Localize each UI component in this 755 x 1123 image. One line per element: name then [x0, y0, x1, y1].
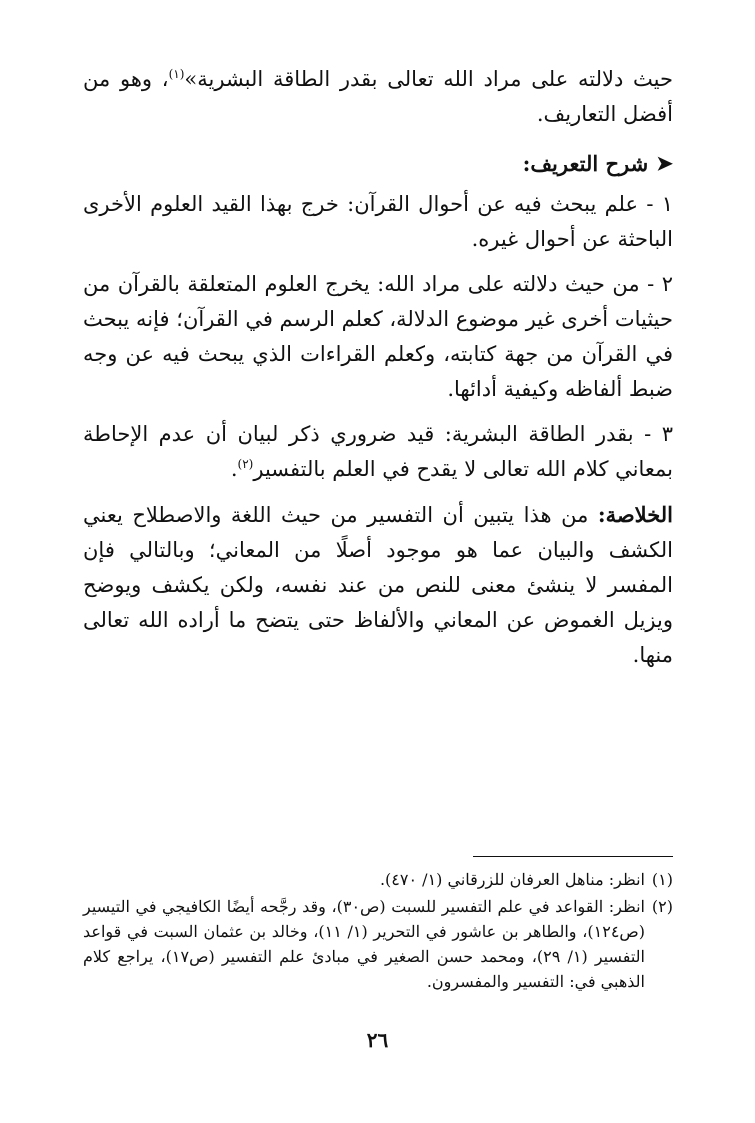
footnote-2-text: انظر: القواعد في علم التفسير للسبت (ص٣٠)، وقد رجَّحه أيضًا الكافيجي في التيسير (ص١٢٤)، والطاهر بن عاشور في التحرير (١/ ١١)، وخالد بن عثمان السبت في قواعد التفسير (١/ ٢٩)، ومحمد حسن الصغير في مبادئ علم التفسير (ص١٧)، يراجع كلام الذهبي في: التفسير والمفسرون. — [83, 897, 646, 991]
page-body — [83, 62, 673, 683]
point-1-text: خرج بهذا القيد العلوم الأخرى الباحثة عن أحوال غيره. — [83, 192, 673, 251]
point-2-label: ٢ - من حيث دلالته على مراد الله: — [377, 272, 673, 296]
point-3-label: ٣ - بقدر الطاقة البشرية: — [444, 422, 673, 446]
intro-after: ، وهو من أفضل التعاريف. — [83, 67, 673, 126]
intro-paragraph — [83, 62, 673, 132]
section-heading-text: شرح التعريف: — [522, 151, 649, 176]
point-3 — [83, 417, 673, 487]
point-2 — [83, 267, 673, 407]
page-number: ٢٦ — [366, 1028, 389, 1052]
footnote-2-number: (٢) — [651, 897, 673, 916]
point-1-label: ١ - علم يبحث فيه عن أحوال القرآن: — [347, 192, 673, 216]
footnote-ref-2[interactable]: (٢) — [237, 457, 254, 471]
footnote-1-text: انظر: مناهل العرفان للزرقاني (١/ ٤٧٠). — [379, 870, 645, 889]
intro-text: حيث دلالته على مراد الله تعالى بقدر الطاقة البشرية» — [184, 67, 673, 91]
point-3-text: قيد ضروري ذكر لبيان أن عدم الإحاطة بمعاني كلام الله تعالى لا يقدح في العلم بالتفسير — [83, 422, 673, 481]
footnote-divider — [473, 856, 673, 857]
point-3-after: . — [230, 457, 238, 481]
footnote-2 — [83, 894, 673, 994]
summary-paragraph — [83, 497, 673, 673]
summary-text: من هذا يتبين أن التفسير من حيث اللغة والاصطلاح يعني الكشف والبيان عما هو موجود أصلًا من المعاني؛ وبالتالي فإن المفسر لا ينشئ معنى للنص من عند نفسه، ولكن يكشف ويوضح ويزيل الغموض عن المعاني والألفاظ حتى يتضح ما أراده الله تعالى منها. — [83, 503, 673, 667]
point-2-text: يخرج العلوم المتعلقة بالقرآن من حيثيات أخرى غير موضوع الدلالة، كعلم الرسم في القرآن؛ فإنه يبحث في القرآن من جهة كتابته، وكعلم القراءات الذي يبحث فيه عن وجه ضبط ألفاظه وكيفية أدائها. — [83, 272, 673, 401]
section-heading — [83, 146, 673, 181]
footnote-1 — [83, 867, 673, 892]
arrowhead-left-icon: ➤ — [656, 151, 673, 175]
footnote-ref-1[interactable]: (١) — [168, 67, 185, 81]
footnote-1-number: (١) — [651, 870, 673, 889]
footnotes — [83, 856, 673, 996]
point-1 — [83, 187, 673, 257]
summary-label: الخلاصة: — [597, 502, 673, 527]
